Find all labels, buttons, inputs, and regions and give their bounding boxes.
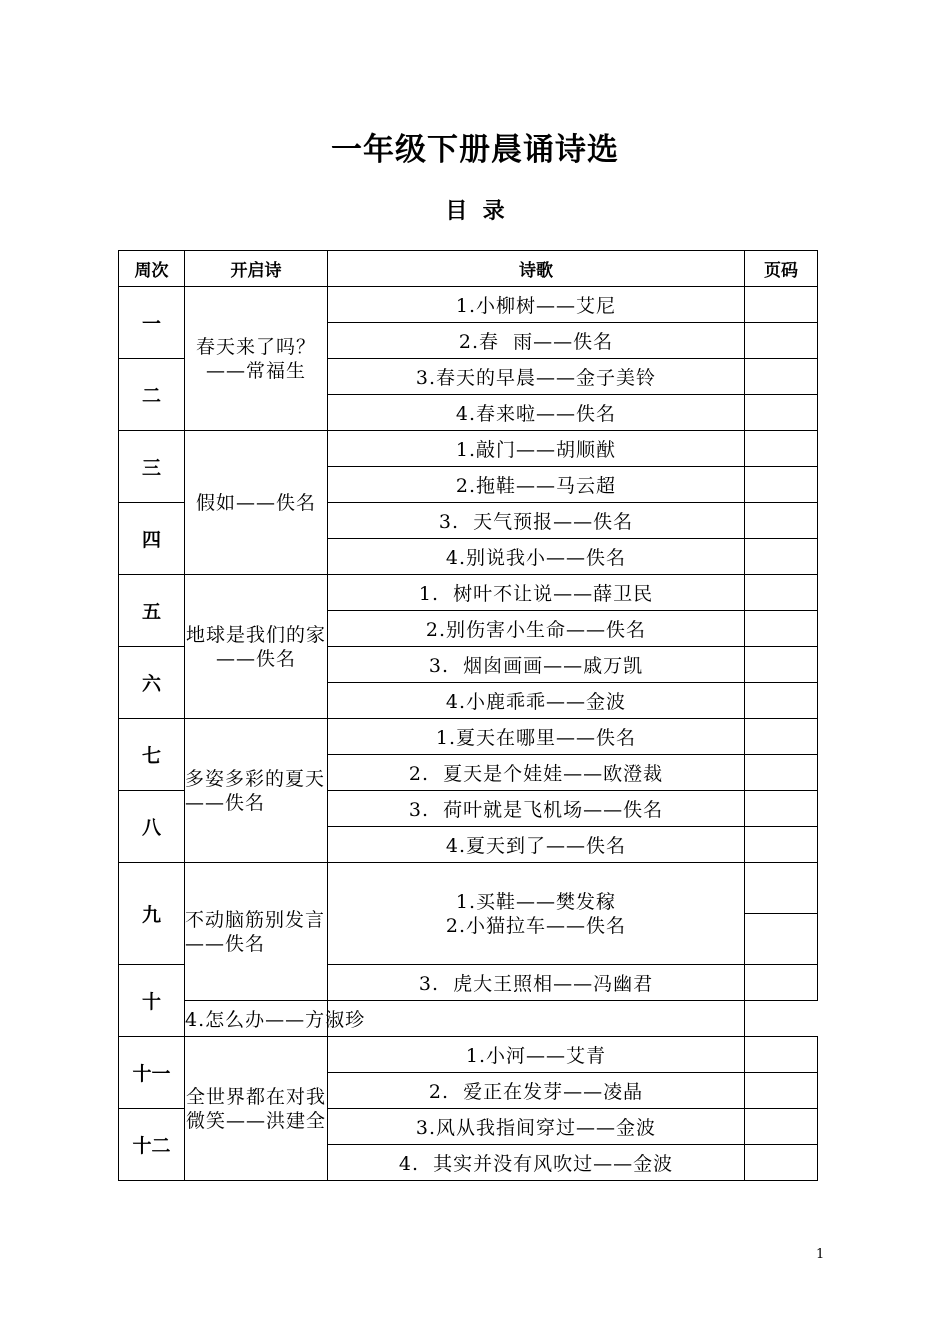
page-cell xyxy=(745,323,818,359)
week-cell: 十一 xyxy=(119,1037,185,1109)
week-cell: 十 xyxy=(119,965,185,1037)
page-cell xyxy=(745,539,818,575)
page-cell xyxy=(745,719,818,755)
page-number: 1 xyxy=(816,1247,825,1262)
table-row xyxy=(119,287,818,323)
poem-cell: 3. 天气预报——佚名 xyxy=(328,503,745,539)
poem-cell: 2.拖鞋——马云超 xyxy=(328,467,745,503)
poem-cell xyxy=(328,863,745,965)
header-page: 页码 xyxy=(745,251,818,287)
page-cell xyxy=(745,1073,818,1109)
poem-cell: 2. 爱正在发芽——凌晶 xyxy=(328,1073,745,1109)
poem-cell: 4.春来啦——佚名 xyxy=(328,395,745,431)
table-row xyxy=(119,575,818,611)
poem-cell: 4.夏天到了——佚名 xyxy=(328,827,745,863)
page-cell xyxy=(745,791,818,827)
page-cell xyxy=(745,827,818,863)
poem-cell: 4.怎么办——方淑珍 xyxy=(185,1001,328,1037)
table-row xyxy=(119,863,818,914)
week-cell: 二 xyxy=(119,359,185,431)
poem-cell: 1.小河——艾青 xyxy=(328,1037,745,1073)
poem-cell: 3. 虎大王照相——冯幽君 xyxy=(328,965,745,1001)
page-cell xyxy=(745,395,818,431)
header-poem: 诗歌 xyxy=(328,251,745,287)
week-cell: 四 xyxy=(119,503,185,575)
opener-cell: 春天来了吗？——常福生 xyxy=(185,287,328,431)
poem-cell: 3.春天的早晨——金子美铃 xyxy=(328,359,745,395)
table-row xyxy=(119,1037,818,1073)
page-cell xyxy=(328,1001,745,1037)
poem-cell: 1.小柳树——艾尼 xyxy=(328,287,745,323)
page-cell xyxy=(745,965,818,1001)
opener-cell: 全世界都在对我微笑——洪建全 xyxy=(185,1037,328,1181)
poem-cell: 2.别伤害小生命——佚名 xyxy=(328,611,745,647)
week-cell: 五 xyxy=(119,575,185,647)
header-week: 周次 xyxy=(119,251,185,287)
page-cell xyxy=(745,287,818,323)
header-row xyxy=(119,251,818,287)
page-cell xyxy=(745,611,818,647)
week-cell: 三 xyxy=(119,431,185,503)
poem-cell: 1.敲门——胡顺猷 xyxy=(328,431,745,467)
table-row xyxy=(119,719,818,755)
header-opener: 开启诗 xyxy=(185,251,328,287)
opener-cell: 地球是我们的家——佚名 xyxy=(185,575,328,719)
page-cell xyxy=(745,647,818,683)
page-cell xyxy=(745,1037,818,1073)
page-cell xyxy=(745,863,818,914)
poem-cell: 1.夏天在哪里——佚名 xyxy=(328,719,745,755)
page-cell xyxy=(745,359,818,395)
week-cell: 六 xyxy=(119,647,185,719)
poem-cell: 4.别说我小——佚名 xyxy=(328,539,745,575)
poem-cell: 4. 其实并没有风吹过——金波 xyxy=(328,1145,745,1181)
poem-cell: 1. 树叶不让说——薛卫民 xyxy=(328,575,745,611)
poem-line: 2.小猫拉车——佚名 xyxy=(445,914,627,937)
poem-cell: 4.小鹿乖乖——金波 xyxy=(328,683,745,719)
poem-cell: 2. 夏天是个娃娃——欧澄裁 xyxy=(328,755,745,791)
page-cell xyxy=(745,575,818,611)
week-cell: 十二 xyxy=(119,1109,185,1181)
page-cell xyxy=(745,1109,818,1145)
week-cell: 九 xyxy=(119,863,185,965)
opener-cell: 不动脑筋别发言——佚名 xyxy=(185,863,328,1001)
toc-heading: 目 录 xyxy=(445,199,505,224)
week-cell: 八 xyxy=(119,791,185,863)
opener-cell: 假如——佚名 xyxy=(185,431,328,575)
poem-cell: 3.风从我指间穿过——金波 xyxy=(328,1109,745,1145)
page-cell xyxy=(745,755,818,791)
table-row xyxy=(119,1001,818,1037)
table-row xyxy=(119,431,818,467)
page-cell xyxy=(745,914,818,965)
page-cell xyxy=(745,431,818,467)
page-cell xyxy=(745,1145,818,1181)
toc-table xyxy=(118,250,818,1181)
page-cell xyxy=(745,503,818,539)
page-cell xyxy=(745,683,818,719)
document-title: 一年级下册晨诵诗选 xyxy=(331,132,619,168)
poem-line: 1.买鞋——樊发稼 xyxy=(455,890,617,913)
week-cell: 七 xyxy=(119,719,185,791)
poem-cell: 3. 烟囱画画——戚万凯 xyxy=(328,647,745,683)
week-cell: 一 xyxy=(119,287,185,359)
poem-cell: 2.春 雨——佚名 xyxy=(328,323,745,359)
page-cell xyxy=(745,467,818,503)
poem-cell: 3. 荷叶就是飞机场——佚名 xyxy=(328,791,745,827)
opener-cell: 多姿多彩的夏天——佚名 xyxy=(185,719,328,863)
